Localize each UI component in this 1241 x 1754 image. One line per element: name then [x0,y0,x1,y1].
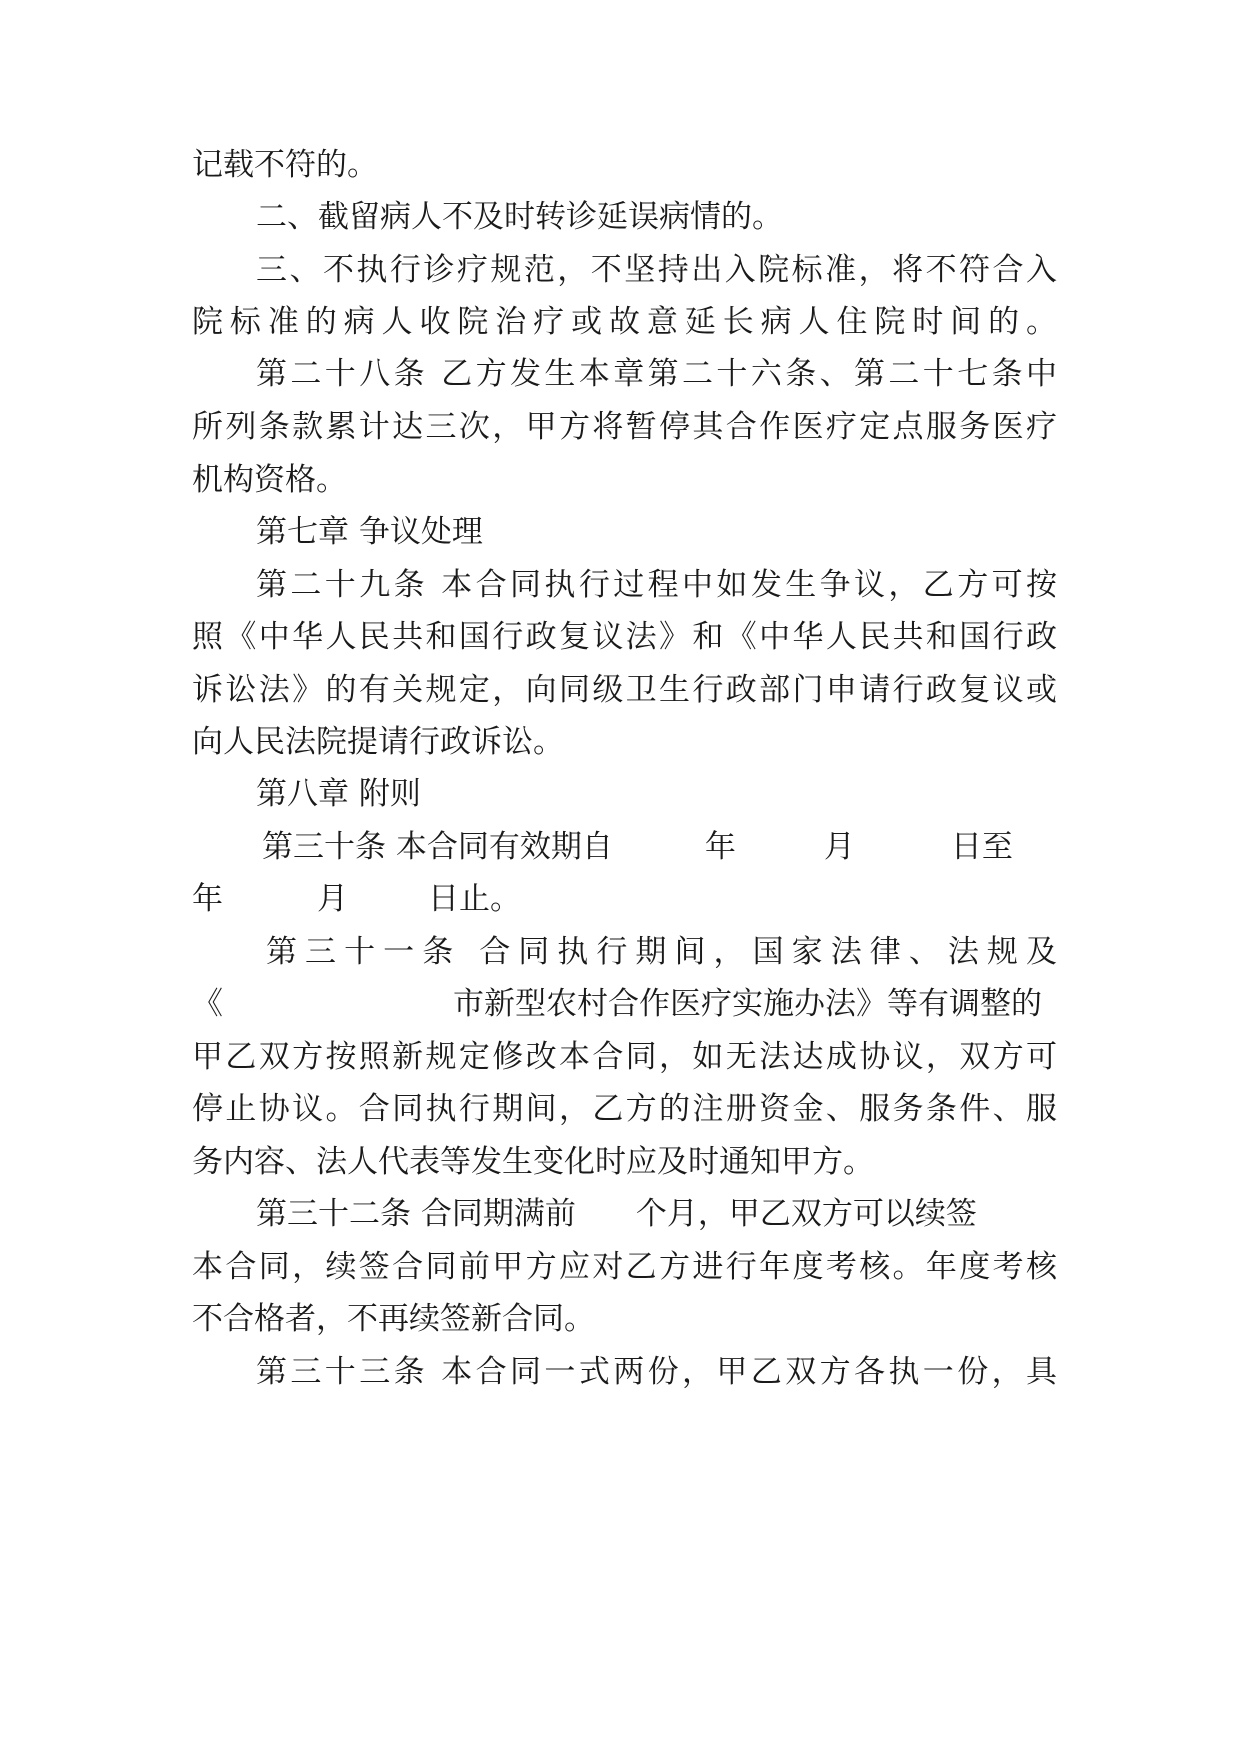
text-line: 不合格者，不再续签新合同。 [192,1301,595,1337]
text-line: 向人民法院提请行政诉讼。 [192,724,564,760]
article-28-heading: 第二十八条 乙方发生本章第二十六条、第二十七条中 [256,356,1057,392]
article-30-month-1: 月 [823,829,855,865]
article-30-line-2 [192,877,1057,921]
text-line: 诉讼法》的有关规定，向同级卫生行政部门申请行政复议或 [192,672,1057,708]
text-line: 机构资格。 [192,462,347,498]
article-30-year-2: 年 [192,881,223,917]
article-30-day-2: 日止。 [428,881,521,917]
open-quote: 《 [192,986,223,1022]
text-line: 照《中华人民共和国行政复议法》和《中华人民共和国行政 [192,619,1057,655]
text-line: 甲乙双方按照新规定修改本合同，如无法达成协议，双方可 [192,1039,1057,1075]
article-30-month-2: 月 [317,881,348,917]
text-line: 停止协议。合同执行期间，乙方的注册资金、服务条件、服 [192,1091,1057,1127]
article-32-prefix: 第三十二条 合同期满前 [256,1196,576,1232]
article-33-heading: 第三十三条 本合同一式两份，甲乙双方各执一份，具 [256,1354,1057,1390]
article-31-heading: 第三十一条 合同执行期间，国家法律、法规及 [266,934,1057,970]
article-30-day-1: 日至 [950,829,1013,865]
text-line: 务内容、法人代表等发生变化时应及时通知甲方。 [192,1144,874,1180]
article-32-suffix: 个月，甲乙双方可以续签 [635,1196,977,1232]
text-line: 记载不符的。 [192,147,378,183]
text-line: 二、截留病人不及时转诊延误病情的。 [256,199,783,235]
article-30-prefix: 第三十条 本合同有效期自 [262,829,613,865]
chapter-8-heading: 第八章 附则 [256,776,421,812]
article-29-heading: 第二十九条 本合同执行过程中如发生争议，乙方可按 [256,567,1057,603]
article-31-line-2-rest: 市新型农村合作医疗实施办法》等有调整的 [453,986,1042,1022]
chapter-7-heading: 第七章 争议处理 [256,514,483,550]
article-30-year-1: 年 [704,829,736,865]
text-line: 三、不执行诊疗规范，不坚持出入院标准，将不符合入 [256,252,1057,288]
text-line: 所列条款累计达三次，甲方将暂停其合作医疗定点服务医疗 [192,409,1057,445]
text-line: 本合同，续签合同前甲方应对乙方进行年度考核。年度考核 [192,1249,1057,1285]
article-30-line-1 [262,825,1057,869]
article-32-heading [256,1192,1057,1236]
text-line: 院标准的病人收院治疗或故意延长病人住院时间的。 [192,304,1057,340]
article-31-line-2 [192,982,1057,1026]
